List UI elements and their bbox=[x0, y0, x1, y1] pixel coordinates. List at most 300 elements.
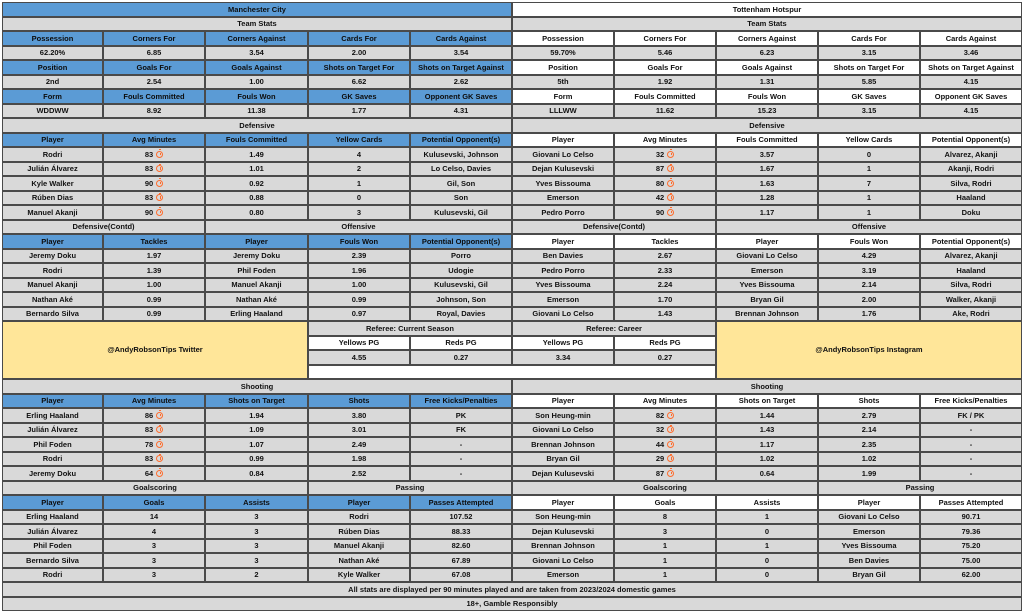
goalscoring-cell bbox=[716, 568, 818, 583]
defensive-cell bbox=[308, 162, 410, 177]
offensive-cell bbox=[818, 292, 920, 307]
defensive-cell-text: Rodri bbox=[43, 151, 63, 159]
team-stat-value-text: 15.23 bbox=[758, 107, 777, 115]
contd-cell bbox=[614, 292, 716, 307]
shooting-cell-text: 87 bbox=[656, 470, 664, 478]
stopwatch-icon bbox=[667, 209, 674, 216]
passing-header bbox=[410, 495, 512, 510]
team-stat-value bbox=[205, 75, 308, 90]
defensive-cell-text: 0.92 bbox=[249, 180, 264, 188]
team-stat-label bbox=[818, 31, 920, 46]
shooting-title-right-text: Shooting bbox=[751, 383, 784, 391]
team-stat-value-text: 1.77 bbox=[352, 107, 367, 115]
team-name-left-text: Manchester City bbox=[228, 6, 286, 14]
shooting-header-text: Free Kicks/Penalties bbox=[935, 397, 1008, 405]
team-stat-label-text: Goals Against bbox=[231, 64, 281, 72]
stopwatch-icon bbox=[667, 151, 674, 158]
goalscoring-cell bbox=[103, 553, 205, 568]
goalscoring-cell bbox=[205, 539, 308, 554]
defensive-header-text: Fouls Committed bbox=[226, 136, 287, 144]
shooting-cell-text: Phil Foden bbox=[33, 441, 71, 449]
contd-cell bbox=[614, 249, 716, 264]
footer-note-text: All stats are displayed per 90 minutes played and are taken from 2023/2024 domestic games bbox=[348, 586, 676, 594]
shooting-cell-text: 83 bbox=[145, 455, 153, 463]
team-stat-value-text: 6.23 bbox=[760, 49, 775, 57]
team-stat-label bbox=[103, 89, 205, 104]
shooting-cell-text: 44 bbox=[656, 441, 664, 449]
shooting-header bbox=[103, 394, 205, 409]
defensive-title-left-text: Defensive bbox=[239, 122, 274, 130]
shooting-cell bbox=[512, 437, 614, 452]
contd-cell-text: Ben Davies bbox=[543, 252, 583, 260]
defensive-cell-text: 32 bbox=[656, 151, 664, 159]
defensive-cell-text: Lo Celso, Davies bbox=[431, 165, 491, 173]
defensive-cell bbox=[2, 162, 103, 177]
defensive-cell-text: 83 bbox=[145, 194, 153, 202]
shooting-header-text: Player bbox=[41, 397, 64, 405]
contd-cell bbox=[103, 249, 205, 264]
team-stat-label-text: Form bbox=[43, 93, 62, 101]
contd-cell bbox=[103, 278, 205, 293]
referee-season-value bbox=[410, 350, 512, 365]
goalscoring-cell bbox=[614, 510, 716, 525]
shooting-cell bbox=[716, 452, 818, 467]
shooting-header bbox=[308, 394, 410, 409]
team-stat-value-text: 4.31 bbox=[454, 107, 469, 115]
team-stat-value bbox=[205, 46, 308, 61]
offensive-cell bbox=[716, 263, 818, 278]
offensive-cell-text: 4.29 bbox=[862, 252, 877, 260]
team-stat-label bbox=[920, 60, 1022, 75]
offensive-cell-text: Ake, Rodri bbox=[952, 310, 990, 318]
passing-cell bbox=[818, 539, 920, 554]
shooting-cell bbox=[818, 423, 920, 438]
defensive-cell-text: Rúben Dias bbox=[32, 194, 73, 202]
referee-season-value-text: 0.27 bbox=[454, 354, 469, 362]
passing-cell-text: Giovani Lo Celso bbox=[838, 513, 899, 521]
passing-cell-text: 67.08 bbox=[452, 571, 471, 579]
offensive-cell bbox=[205, 307, 308, 322]
defensive-cell-text: Pedro Porro bbox=[541, 209, 584, 217]
goalscoring-cell-text: 0 bbox=[765, 528, 769, 536]
shooting-cell bbox=[716, 423, 818, 438]
team-stat-label-text: Shots on Target Against bbox=[418, 64, 504, 72]
shooting-header bbox=[2, 394, 103, 409]
team-stat-value-text: 11.62 bbox=[656, 107, 674, 115]
shooting-cell-text: 86 bbox=[145, 412, 153, 420]
shooting-cell-text: 82 bbox=[656, 412, 664, 420]
shooting-cell bbox=[103, 408, 205, 423]
defensive-cell-text: 2 bbox=[357, 165, 361, 173]
contd-cell bbox=[512, 278, 614, 293]
defensive-cell bbox=[103, 162, 205, 177]
offensive-cell-text: Johnson, Son bbox=[436, 296, 486, 304]
offensive-cell bbox=[205, 292, 308, 307]
defensive-cell bbox=[614, 147, 716, 162]
stopwatch-icon bbox=[667, 441, 674, 448]
shooting-cell-text: - bbox=[970, 426, 973, 434]
shooting-cell bbox=[308, 408, 410, 423]
contd-cell-text: 1.00 bbox=[147, 281, 162, 289]
offensive-header-text: Fouls Won bbox=[340, 238, 378, 246]
defensive-cell-text: 90 bbox=[145, 180, 153, 188]
goalscoring-cell-text: 0 bbox=[765, 571, 769, 579]
defensive-cell bbox=[103, 205, 205, 220]
goalscoring-header bbox=[103, 495, 205, 510]
defensive-cell bbox=[205, 205, 308, 220]
shooting-cell-text: - bbox=[460, 441, 463, 449]
shooting-cell-text: Brennan Johnson bbox=[531, 441, 595, 449]
shooting-cell-text: 1.44 bbox=[760, 412, 775, 420]
shooting-header bbox=[205, 394, 308, 409]
team-stat-label-text: Corners Against bbox=[738, 35, 796, 43]
team-stat-label-text: Fouls Committed bbox=[123, 93, 184, 101]
goalscoring-header-text: Goals bbox=[144, 499, 165, 507]
team-stats-title-right-text: Team Stats bbox=[747, 20, 786, 28]
shooting-cell-text: - bbox=[460, 455, 463, 463]
contd-cell bbox=[512, 249, 614, 264]
defensive-header-text: Avg Minutes bbox=[643, 136, 687, 144]
referee-header-text: Yellows PG bbox=[339, 339, 379, 347]
defensive-cell bbox=[818, 162, 920, 177]
offensive-cell bbox=[818, 278, 920, 293]
defensive-cell-text: 83 bbox=[145, 165, 153, 173]
twitter-promo-text: @AndyRobsonTips Twitter bbox=[107, 346, 202, 354]
defensive-cell bbox=[103, 147, 205, 162]
team-stat-label bbox=[410, 31, 512, 46]
contd-header-text: Tackles bbox=[141, 238, 168, 246]
contd-header-text: Player bbox=[41, 238, 64, 246]
defensive-cell-text: 7 bbox=[867, 180, 871, 188]
stopwatch-icon bbox=[667, 412, 674, 419]
defensive-cell-text: Kulusevski, Johnson bbox=[423, 151, 498, 159]
shooting-cell-text: - bbox=[970, 455, 973, 463]
defensive-header-text: Player bbox=[41, 136, 64, 144]
gamble-responsibly-note-text: 18+, Gamble Responsibly bbox=[466, 600, 557, 608]
team-stat-label-text: Goals For bbox=[136, 64, 171, 72]
passing-cell bbox=[308, 524, 410, 539]
team-stat-value-text: 6.85 bbox=[147, 49, 162, 57]
offensive-cell bbox=[818, 307, 920, 322]
shooting-cell bbox=[410, 466, 512, 481]
defensive-cell-text: Silva, Rodri bbox=[950, 180, 991, 188]
team-stat-label bbox=[308, 31, 410, 46]
passing-cell bbox=[920, 568, 1022, 583]
team-stat-value bbox=[103, 46, 205, 61]
team-stat-label-text: Fouls Committed bbox=[634, 93, 695, 101]
defensive-cell-text: 1.63 bbox=[760, 180, 775, 188]
shooting-cell-text: 1.07 bbox=[249, 441, 264, 449]
goalscoring-cell bbox=[716, 539, 818, 554]
offensive-cell-text: Silva, Rodri bbox=[950, 281, 991, 289]
shooting-cell bbox=[103, 423, 205, 438]
defensive-cell bbox=[512, 205, 614, 220]
defensive-cell-text: 3 bbox=[357, 209, 361, 217]
defensive-cell-text: Kyle Walker bbox=[31, 180, 73, 188]
offensive-cell-text: 1.96 bbox=[352, 267, 367, 275]
offensive-cell bbox=[920, 292, 1022, 307]
defensive-header-text: Yellow Cards bbox=[336, 136, 383, 144]
defensive-cell-text: Son bbox=[454, 194, 468, 202]
shooting-cell-text: 0.64 bbox=[760, 470, 775, 478]
shooting-cell bbox=[614, 437, 716, 452]
defensive-contd-title-left bbox=[2, 220, 205, 235]
offensive-cell-text: Porro bbox=[451, 252, 471, 260]
offensive-header bbox=[818, 234, 920, 249]
shooting-header-text: Shots bbox=[349, 397, 370, 405]
team-stat-label-text: Opponent GK Saves bbox=[935, 93, 1008, 101]
team-stat-value-text: 8.92 bbox=[147, 107, 162, 115]
defensive-cell bbox=[818, 205, 920, 220]
offensive-cell bbox=[308, 249, 410, 264]
referee-career-title bbox=[512, 321, 716, 336]
defensive-cell bbox=[308, 176, 410, 191]
shooting-cell-text: 1.94 bbox=[249, 412, 264, 420]
offensive-cell bbox=[410, 292, 512, 307]
passing-cell-text: 79.36 bbox=[962, 528, 981, 536]
team-stat-label bbox=[2, 60, 103, 75]
offensive-header bbox=[205, 234, 308, 249]
passing-cell bbox=[818, 510, 920, 525]
goalscoring-cell bbox=[614, 539, 716, 554]
defensive-header bbox=[410, 133, 512, 148]
team-stat-value-text: 59.70% bbox=[550, 49, 575, 57]
defensive-cell bbox=[512, 162, 614, 177]
referee-header bbox=[614, 336, 716, 351]
defensive-cell-text: Doku bbox=[962, 209, 981, 217]
team-stats-title-left bbox=[2, 17, 512, 32]
defensive-cell-text: Julián Álvarez bbox=[27, 165, 77, 173]
shooting-cell bbox=[308, 423, 410, 438]
referee-season-value bbox=[308, 350, 410, 365]
referee-career-value bbox=[614, 350, 716, 365]
team-stat-value bbox=[410, 104, 512, 119]
defensive-header bbox=[205, 133, 308, 148]
team-stat-value bbox=[308, 75, 410, 90]
team-stat-label bbox=[920, 89, 1022, 104]
team-stat-value bbox=[614, 104, 716, 119]
offensive-cell bbox=[205, 263, 308, 278]
team-stat-label-text: GK Saves bbox=[341, 93, 376, 101]
team-stat-label-text: Position bbox=[38, 64, 68, 72]
team-stat-value-text: LLLWW bbox=[549, 107, 577, 115]
defensive-contd-title-right-text: Defensive(Contd) bbox=[583, 223, 645, 231]
defensive-cell bbox=[410, 191, 512, 206]
shooting-cell-text: 1.17 bbox=[760, 441, 775, 449]
passing-cell-text: 75.20 bbox=[962, 542, 981, 550]
team-stat-label bbox=[512, 60, 614, 75]
team-stat-value bbox=[205, 104, 308, 119]
contd-cell-text: 1.39 bbox=[147, 267, 162, 275]
offensive-cell bbox=[308, 292, 410, 307]
passing-cell-text: 82.60 bbox=[452, 542, 471, 550]
shooting-cell bbox=[103, 466, 205, 481]
defensive-title-right bbox=[512, 118, 1022, 133]
shooting-cell bbox=[920, 423, 1022, 438]
shooting-cell bbox=[103, 452, 205, 467]
contd-header-text: Tackles bbox=[652, 238, 679, 246]
team-stat-value-text: 6.62 bbox=[352, 78, 367, 86]
offensive-cell-text: Erling Haaland bbox=[230, 310, 283, 318]
team-stat-label-text: Form bbox=[554, 93, 573, 101]
team-stat-value bbox=[410, 75, 512, 90]
contd-cell bbox=[512, 263, 614, 278]
offensive-cell-text: Kulusevski, Gil bbox=[434, 281, 488, 289]
shooting-cell-text: Bryan Gil bbox=[546, 455, 579, 463]
offensive-title-left bbox=[205, 220, 512, 235]
defensive-cell-text: Yves Bissouma bbox=[535, 180, 590, 188]
shooting-header bbox=[920, 394, 1022, 409]
team-stat-value bbox=[920, 75, 1022, 90]
team-stat-label-text: Goals For bbox=[647, 64, 682, 72]
offensive-cell-text: Nathan Aké bbox=[236, 296, 277, 304]
goalscoring-cell bbox=[614, 524, 716, 539]
defensive-cell bbox=[205, 162, 308, 177]
goalscoring-cell-text: Phil Foden bbox=[33, 542, 71, 550]
shooting-cell bbox=[308, 452, 410, 467]
passing-cell bbox=[920, 510, 1022, 525]
goalscoring-cell bbox=[512, 553, 614, 568]
passing-cell-text: Rodri bbox=[349, 513, 369, 521]
goalscoring-cell-text: 3 bbox=[152, 571, 156, 579]
passing-cell-text: Rúben Dias bbox=[338, 528, 379, 536]
contd-header bbox=[512, 234, 614, 249]
team-stat-label-text: Cards Against bbox=[436, 35, 487, 43]
goalscoring-cell-text: Erling Haaland bbox=[26, 513, 79, 521]
shooting-cell-text: 2.35 bbox=[862, 441, 877, 449]
defensive-cell-text: 1 bbox=[867, 165, 871, 173]
team-stat-label-text: Position bbox=[548, 64, 578, 72]
contd-cell-text: 2.67 bbox=[658, 252, 673, 260]
defensive-cell bbox=[920, 176, 1022, 191]
shooting-cell bbox=[818, 437, 920, 452]
defensive-cell-text: 1.01 bbox=[249, 165, 264, 173]
offensive-cell bbox=[818, 249, 920, 264]
gamble-responsibly-note bbox=[2, 597, 1022, 611]
defensive-header-text: Player bbox=[552, 136, 575, 144]
defensive-cell bbox=[920, 205, 1022, 220]
goalscoring-cell-text: 3 bbox=[152, 557, 156, 565]
passing-cell-text: 62.00 bbox=[962, 571, 981, 579]
defensive-cell-text: 1.49 bbox=[249, 151, 264, 159]
defensive-cell bbox=[818, 191, 920, 206]
offensive-cell bbox=[205, 278, 308, 293]
defensive-cell bbox=[308, 147, 410, 162]
goalscoring-title-right-text: Goalscoring bbox=[643, 484, 687, 492]
passing-cell bbox=[308, 568, 410, 583]
defensive-title-right-text: Defensive bbox=[749, 122, 784, 130]
team-stat-value bbox=[308, 104, 410, 119]
defensive-cell bbox=[205, 147, 308, 162]
offensive-header-text: Fouls Won bbox=[850, 238, 888, 246]
team-stat-value-text: 62.20% bbox=[40, 49, 65, 57]
team-stat-value-text: 3.15 bbox=[862, 107, 877, 115]
goalscoring-cell bbox=[512, 568, 614, 583]
instagram-promo bbox=[716, 321, 1022, 379]
offensive-cell-text: Brennan Johnson bbox=[735, 310, 799, 318]
shooting-cell-text: - bbox=[970, 470, 973, 478]
shooting-header-text: Shots on Target bbox=[228, 397, 285, 405]
shooting-cell bbox=[205, 423, 308, 438]
offensive-cell-text: 2.39 bbox=[352, 252, 367, 260]
shooting-title-left-text: Shooting bbox=[241, 383, 274, 391]
defensive-cell bbox=[920, 162, 1022, 177]
shooting-header-text: Shots on Target bbox=[739, 397, 796, 405]
goalscoring-cell bbox=[103, 568, 205, 583]
defensive-cell-text: 3.57 bbox=[760, 151, 775, 159]
shooting-title-left bbox=[2, 379, 512, 394]
goalscoring-cell-text: 1 bbox=[663, 571, 667, 579]
defensive-cell bbox=[716, 147, 818, 162]
contd-cell-text: Jeremy Doku bbox=[29, 252, 76, 260]
team-stat-value-text: 2.00 bbox=[352, 49, 367, 57]
stopwatch-icon bbox=[667, 165, 674, 172]
defensive-cell bbox=[614, 176, 716, 191]
stopwatch-icon bbox=[156, 426, 163, 433]
stopwatch-icon bbox=[156, 194, 163, 201]
shooting-cell-text: - bbox=[970, 441, 973, 449]
offensive-header-text: Potential Opponent(s) bbox=[422, 238, 500, 246]
offensive-cell bbox=[920, 263, 1022, 278]
goalscoring-header bbox=[2, 495, 103, 510]
team-stat-label-text: Goals Against bbox=[742, 64, 792, 72]
goalscoring-cell bbox=[512, 524, 614, 539]
goalscoring-header bbox=[614, 495, 716, 510]
defensive-cell bbox=[512, 191, 614, 206]
contd-header-text: Player bbox=[552, 238, 575, 246]
passing-cell bbox=[920, 524, 1022, 539]
shooting-cell bbox=[205, 466, 308, 481]
referee-header bbox=[410, 336, 512, 351]
contd-cell-text: Manuel Akanji bbox=[27, 281, 77, 289]
passing-cell bbox=[410, 524, 512, 539]
defensive-cell bbox=[818, 147, 920, 162]
passing-cell bbox=[410, 539, 512, 554]
passing-cell bbox=[410, 553, 512, 568]
shooting-cell bbox=[410, 423, 512, 438]
defensive-cell-text: 0.80 bbox=[249, 209, 264, 217]
shooting-header-text: Avg Minutes bbox=[132, 397, 176, 405]
team-stat-label-text: Possession bbox=[32, 35, 74, 43]
shooting-cell bbox=[716, 437, 818, 452]
goalscoring-header-text: Assists bbox=[243, 499, 270, 507]
defensive-cell-text: 0 bbox=[357, 194, 361, 202]
referee-season-title-text: Referee: Current Season bbox=[366, 325, 454, 333]
defensive-cell-text: 90 bbox=[145, 209, 153, 217]
offensive-header bbox=[308, 234, 410, 249]
shooting-cell-text: 0.99 bbox=[249, 455, 264, 463]
goalscoring-title-left-text: Goalscoring bbox=[133, 484, 177, 492]
offensive-cell bbox=[410, 307, 512, 322]
referee-spacer bbox=[308, 365, 716, 380]
goalscoring-cell bbox=[103, 510, 205, 525]
goalscoring-cell bbox=[614, 553, 716, 568]
goalscoring-title-right bbox=[512, 481, 818, 496]
passing-header-text: Passes Attempted bbox=[429, 499, 494, 507]
team-stat-label-text: Cards For bbox=[341, 35, 376, 43]
shooting-cell bbox=[614, 423, 716, 438]
team-stat-value-text: 3.54 bbox=[454, 49, 469, 57]
shooting-cell bbox=[920, 437, 1022, 452]
shooting-cell-text: Rodri bbox=[43, 455, 63, 463]
shooting-cell bbox=[716, 408, 818, 423]
team-stat-value-text: 1.00 bbox=[249, 78, 264, 86]
passing-title-right bbox=[818, 481, 1022, 496]
defensive-cell bbox=[410, 176, 512, 191]
shooting-cell-text: 1.02 bbox=[760, 455, 775, 463]
shooting-header-text: Shots bbox=[859, 397, 880, 405]
offensive-cell-text: 0.97 bbox=[352, 310, 367, 318]
